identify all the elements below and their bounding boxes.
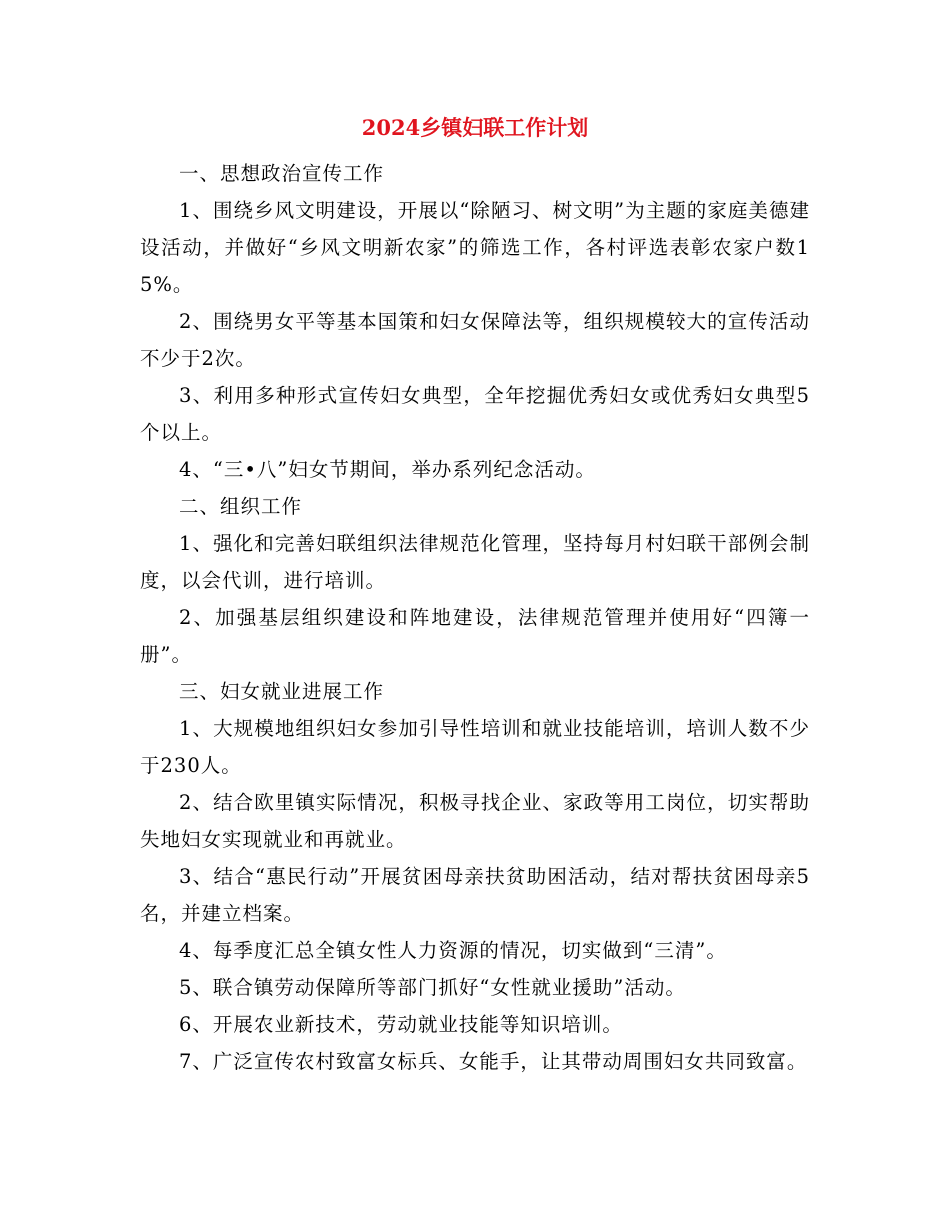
document-body: [140, 155, 810, 1080]
paragraph: 6、开展农业新技术，劳动就业技能等知识培训。: [179, 1013, 623, 1036]
paragraph: 7、广泛宣传农村致富女标兵、女能手，让其带动周围妇女共同致富。: [179, 1050, 808, 1073]
paragraph: 2、加强基层组织建设和阵地建设，法律规范管理并使用好“四簿一册”。: [140, 606, 810, 666]
paragraph: 1、大规模地组织妇女参加引导性培训和就业技能培训，培训人数不少于230人。: [140, 717, 810, 777]
paragraph: 3、利用多种形式宣传妇女典型，全年挖掘优秀妇女或优秀妇女典型5个以上。: [140, 384, 810, 444]
section-heading-2: 二、组织工作: [179, 495, 303, 518]
paragraph: 3、结合“惠民行动”开展贫困母亲扶贫助困活动，结对帮扶贫困母亲5名，并建立档案。: [140, 865, 810, 925]
paragraph: 4、“三•八”妇女节期间，举办系列纪念活动。: [179, 458, 596, 481]
paragraph: 1、围绕乡风文明建设，开展以“除陋习、树文明”为主题的家庭美德建设活动，并做好“乡风文明新农家”的筛选工作，各村评选表彰农家户数15%。: [140, 199, 810, 296]
paragraph: 4、每季度汇总全镇女性人力资源的情况，切实做到“三清”。: [179, 939, 727, 962]
paragraph: 2、结合欧里镇实际情况，积极寻找企业、家政等用工岗位，切实帮助失地妇女实现就业和再就业。: [140, 791, 810, 851]
section-heading-3: 三、妇女就业进展工作: [179, 680, 385, 703]
section-heading-1: 一、思想政治宣传工作: [179, 162, 385, 185]
paragraph: 5、联合镇劳动保障所等部门抓好“女性就业援助”活动。: [179, 976, 686, 999]
paragraph: 1、强化和完善妇联组织法律规范化管理，坚持每月村妇联干部例会制度，以会代训，进行培训。: [140, 532, 810, 592]
paragraph: 2、围绕男女平等基本国策和妇女保障法等，组织规模较大的宣传活动不少于2次。: [140, 310, 810, 370]
document-title: 2024乡镇妇联工作计划: [361, 115, 589, 140]
